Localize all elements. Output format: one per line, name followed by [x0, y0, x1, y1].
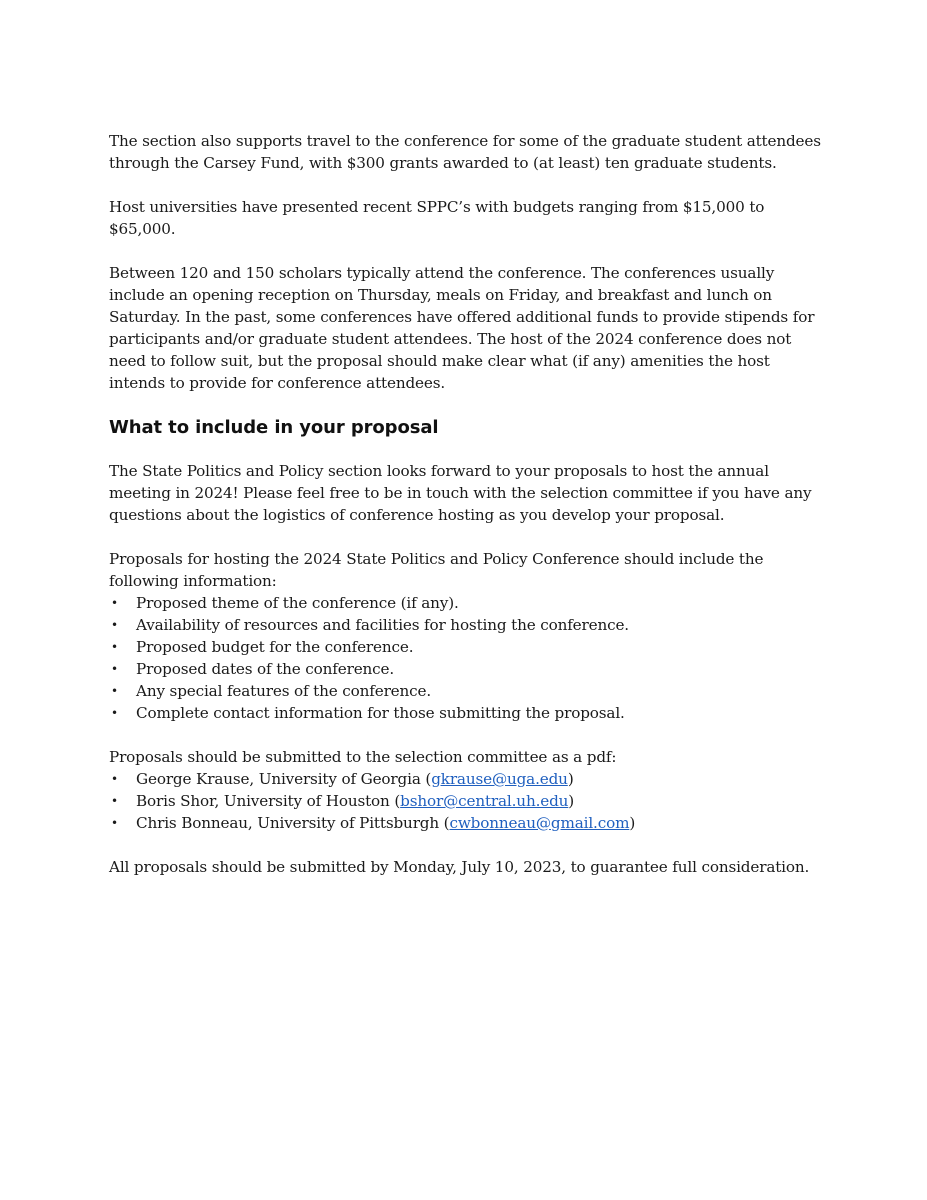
committee-member — [109, 790, 829, 812]
committee-member — [109, 768, 829, 790]
paragraph-intro: The State Politics and Policy section looks forward to your proposals to host the annual meeting in 2024! Please feel free to be in touch with the selection committee if you have any questions about the logistics of conference hosting as you develop your proposal. — [109, 462, 812, 524]
email-link[interactable]: bshor@central.uh.edu — [400, 792, 569, 810]
member-name: Chris Bonneau, University of Pittsburgh ( — [136, 814, 450, 832]
paragraph-attendance: Between 120 and 150 scholars typically attend the conference. The conferences usually include an opening reception on Thursday, meals on Friday, and breakfast and lunch on Saturday. In the past, some conferences have offered additional funds to provide stipends for participants and/or graduate student attendees. The host of the 2024 conference does not need to follow suit, but the proposal should make clear what (if any) amenities the host intends to provide for conference attendees. — [109, 264, 815, 392]
list-item: • Proposed theme of the conference (if any). — [109, 592, 829, 614]
paragraph-include-lead: Proposals for hosting the 2024 State Politics and Policy Conference should include the following information: — [109, 550, 764, 590]
committee-list — [109, 768, 829, 834]
include-list — [109, 592, 829, 724]
list-item: • Any special features of the conference. — [109, 680, 829, 702]
close-paren: ) — [629, 814, 636, 832]
committee-member — [109, 812, 829, 834]
email-link[interactable]: gkrause@uga.edu — [431, 770, 568, 788]
list-item: • Complete contact information for those submitting the proposal. — [109, 702, 829, 724]
list-item: • Proposed dates of the conference. — [109, 658, 829, 680]
paragraph-budgets: Host universities have presented recent SPPC’s with budgets ranging from $15,000 to $65,000. — [109, 198, 765, 238]
member-name: Boris Shor, University of Houston ( — [136, 792, 401, 810]
paragraph-deadline: All proposals should be submitted by Monday, July 10, 2023, to guarantee full consideration. — [109, 858, 810, 876]
list-item: • Proposed budget for the conference. — [109, 636, 829, 658]
email-link[interactable]: cwbonneau@gmail.com — [449, 814, 630, 832]
section-heading: What to include in your proposal — [109, 417, 439, 438]
paragraph-carsey-fund: The section also supports travel to the conference for some of the graduate student attendees through the Carsey Fund, with $300 grants awarded to (at least) ten graduate students. — [109, 132, 821, 172]
paragraph-submit-lead: Proposals should be submitted to the selection committee as a pdf: — [109, 748, 617, 766]
member-name: George Krause, University of Georgia ( — [136, 770, 432, 788]
close-paren: ) — [568, 792, 575, 810]
document-body — [109, 130, 829, 900]
list-item: • Availability of resources and facilities for hosting the conference. — [109, 614, 829, 636]
close-paren: ) — [567, 770, 574, 788]
